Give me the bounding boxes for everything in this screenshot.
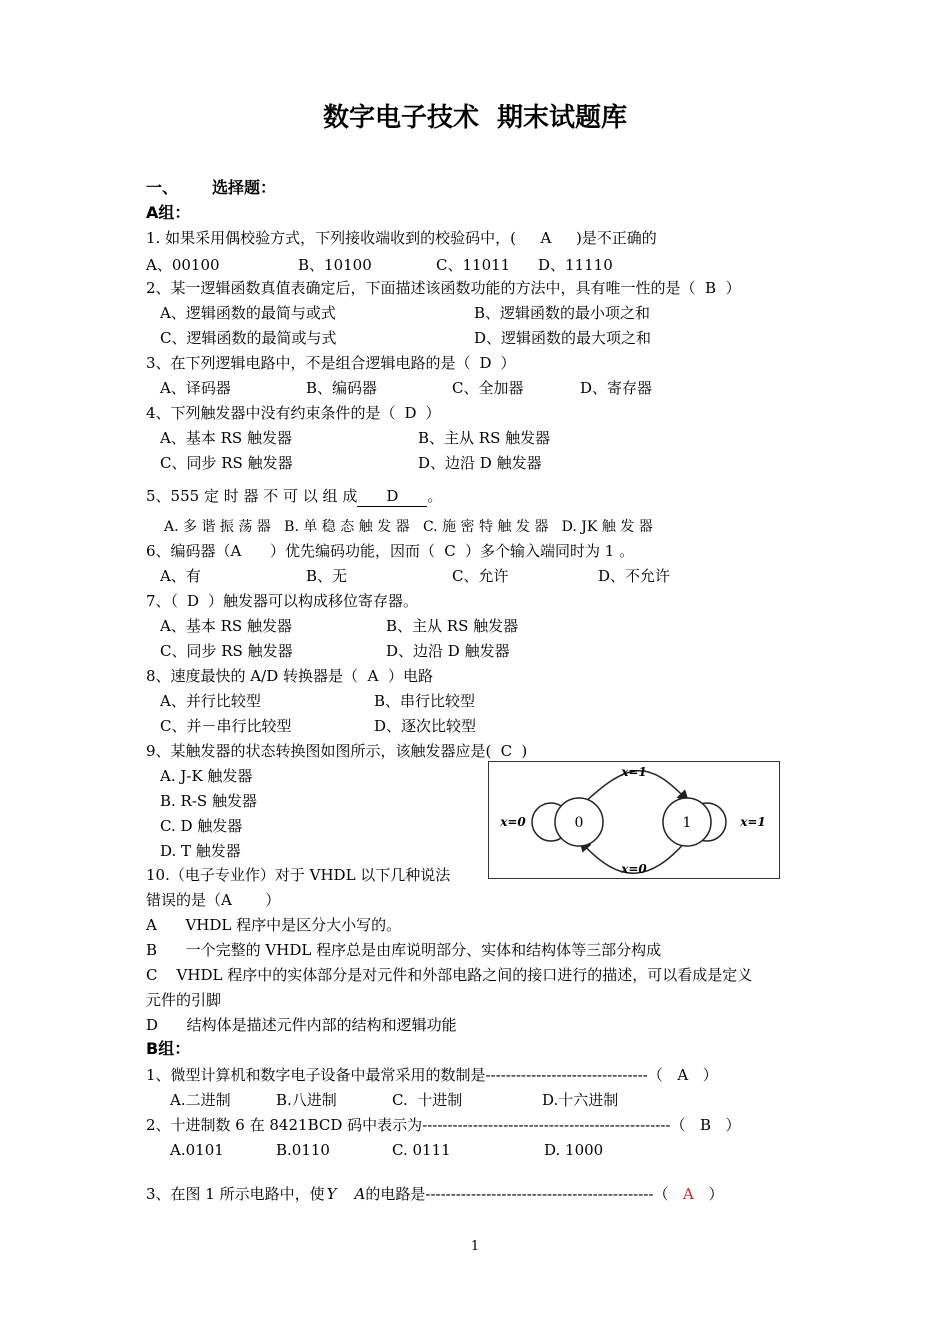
option: C、并－串行比较型 [160, 717, 292, 735]
question-a3 [146, 353, 516, 373]
option: A、基本 RS 触发器 [160, 617, 292, 635]
label-x1-top: x=1 [621, 765, 647, 779]
question-stem: 3、在图 1 所示电路中，使 [146, 1185, 325, 1203]
question-b2 [146, 1115, 741, 1135]
question-tail: ) [521, 742, 528, 760]
option: A.0101 [170, 1141, 224, 1159]
option: A、逻辑函数的最简与或式 [160, 304, 336, 322]
option: C、同步 RS 触发器 [160, 454, 293, 472]
question-stem: 8、速度最快的 A/D 转换器是（ [146, 667, 358, 685]
option: C、全加器 [452, 379, 524, 397]
option: B、逻辑函数的最小项之和 [474, 304, 651, 322]
answer: C [444, 542, 456, 560]
option: A. J-K 触发器 [160, 767, 253, 785]
option: B、无 [306, 567, 348, 585]
option: B 一个完整的 VHDL 程序总是由库说明部分、实体和结构体等三部分构成 [146, 941, 662, 959]
state-diagram-figure [488, 761, 780, 879]
option: C. 十进制 [392, 1091, 463, 1109]
option: D、寄存器 [580, 379, 653, 397]
option: D、边沿 D 触发器 [418, 454, 542, 472]
label-x0-left: x=0 [500, 815, 526, 829]
question-stem: 6、编码器（A ）优先编码功能，因而（ [146, 542, 435, 560]
answer: A [540, 229, 552, 247]
state-1-label: 1 [682, 815, 692, 831]
question-a1 [146, 228, 657, 248]
answer-blank: D [357, 486, 427, 507]
question-tail: 。 [427, 487, 443, 505]
option: D.十六进制 [542, 1091, 619, 1109]
option: C、同步 RS 触发器 [160, 642, 293, 660]
page-number: 1 [470, 1239, 480, 1254]
question-stem: 9、某触发器的状态转换图如图所示，该触发器应是( [146, 742, 492, 760]
option: D、11110 [538, 256, 613, 274]
option: D. 1000 [544, 1141, 604, 1159]
question-tail: ） [708, 1185, 724, 1203]
option: D、不允许 [598, 567, 671, 585]
section-number: 一、 [146, 178, 179, 197]
option-line: A. 多 谐 振 荡 器 B. 单 稳 态 触 发 器 C. 施 密 特 触 发 器 D. JK 触 发 器 [164, 519, 653, 535]
state-0-label: 0 [574, 815, 584, 831]
question-stem: 1. 如果采用偶校验方式，下列接收端收到的校验码中，( [146, 229, 516, 247]
answer: B [699, 1116, 712, 1134]
state-diagram [489, 762, 779, 878]
option: A、译码器 [160, 379, 231, 397]
question-tail: ）电路 [388, 667, 434, 685]
option-cont: 元件的引脚 [146, 991, 222, 1009]
answer: D [404, 404, 417, 422]
option: D、逐次比较型 [374, 717, 477, 735]
question-a10: 10.（电子专业作）对于 VHDL 以下几种说法 [146, 866, 451, 884]
question-tail: ） [725, 1116, 741, 1134]
question-tail: ）触发器可以构成移位寄存器。 [208, 592, 419, 610]
formula-a: A [354, 1185, 366, 1203]
question-a4 [146, 403, 441, 423]
option: C、逻辑函数的最简或与式 [160, 329, 337, 347]
option: A VHDL 程序中是区分大小写的。 [146, 916, 402, 934]
group-a-heading: A组： [146, 203, 191, 222]
answer: A [683, 1185, 694, 1203]
question-stem: 2、某一逻辑函数真值表确定后，下面描述该函数功能的方法中，具有唯一性的是（ [146, 279, 696, 297]
question-a8 [146, 666, 433, 686]
label-x0-bottom: x=0 [621, 862, 647, 876]
answer: A [677, 1066, 689, 1084]
answer: B [705, 279, 717, 297]
option: A、00100 [146, 256, 220, 274]
question-tail: )是不正确的 [575, 229, 657, 247]
question-a2 [146, 278, 741, 298]
answer: D [187, 592, 200, 610]
question-a6 [146, 541, 634, 561]
option: D、逻辑函数的最大项之和 [474, 329, 652, 347]
question-tail: ） [425, 404, 441, 422]
question-b1 [146, 1065, 718, 1085]
option: B、编码器 [306, 379, 378, 397]
question-stem: 1、微型计算机和数字电子设备中最常采用的数制是--------------------------------（ [146, 1066, 663, 1084]
option: D 结构体是描述元件内部的结构和逻辑功能 [146, 1016, 457, 1034]
group-b-heading: B组： [146, 1039, 191, 1058]
question-b3 [146, 1184, 723, 1204]
option: B、串行比较型 [374, 692, 476, 710]
option: B.八进制 [276, 1091, 337, 1109]
question-tail: ） [702, 1066, 718, 1084]
option: B.0110 [276, 1141, 330, 1159]
question-stem: 7、（ [146, 592, 179, 610]
option: D. T 触发器 [160, 842, 241, 860]
question-stem: 5、555 定 时 器 不 可 以 组 成 [146, 487, 358, 505]
question-stem: 3、在下列逻辑电路中，不是组合逻辑电路的是（ [146, 354, 471, 372]
option: A、有 [160, 567, 201, 585]
option: C、允许 [452, 567, 509, 585]
option: C、11011 [436, 256, 511, 274]
option: A、并行比较型 [160, 692, 261, 710]
option: C VHDL 程序中的实体部分是对元件和外部电路之间的接口进行的描述，可以看成是定义 [146, 966, 753, 984]
question-tail: ）多个输入端同时为 1 。 [465, 542, 635, 560]
option: C. D 触发器 [160, 817, 243, 835]
question-a5 [146, 486, 442, 507]
question-a7 [146, 591, 418, 611]
option: B、10100 [298, 256, 372, 274]
question-tail: ） [500, 354, 516, 372]
page-title: 数字电子技术 期末试题库 [322, 103, 628, 133]
question-stem-cont: 的电路是---------------------------------------------（ [365, 1185, 669, 1203]
option: D、边沿 D 触发器 [386, 642, 510, 660]
option: B、主从 RS 触发器 [386, 617, 519, 635]
option: B. R-S 触发器 [160, 792, 257, 810]
section-label: 选择题： [212, 178, 277, 197]
option: A、基本 RS 触发器 [160, 429, 292, 447]
label-x1-right: x=1 [740, 815, 766, 829]
question-stem: 4、下列触发器中没有约束条件的是（ [146, 404, 396, 422]
option: A.二进制 [170, 1091, 231, 1109]
question-a10-cont: 错误的是（A ） [146, 891, 281, 909]
formula-y: Y [326, 1185, 337, 1203]
question-a9 [146, 741, 527, 761]
option: B、主从 RS 触发器 [418, 429, 551, 447]
question-stem: 2、十进制数 6 在 8421BCD 码中表示为-------------------------------------------------（ [146, 1116, 686, 1134]
answer: C [500, 742, 513, 760]
option: C. 0111 [392, 1141, 451, 1159]
question-tail: ） [725, 279, 741, 297]
answer: D [479, 354, 492, 372]
answer: A [367, 667, 379, 685]
